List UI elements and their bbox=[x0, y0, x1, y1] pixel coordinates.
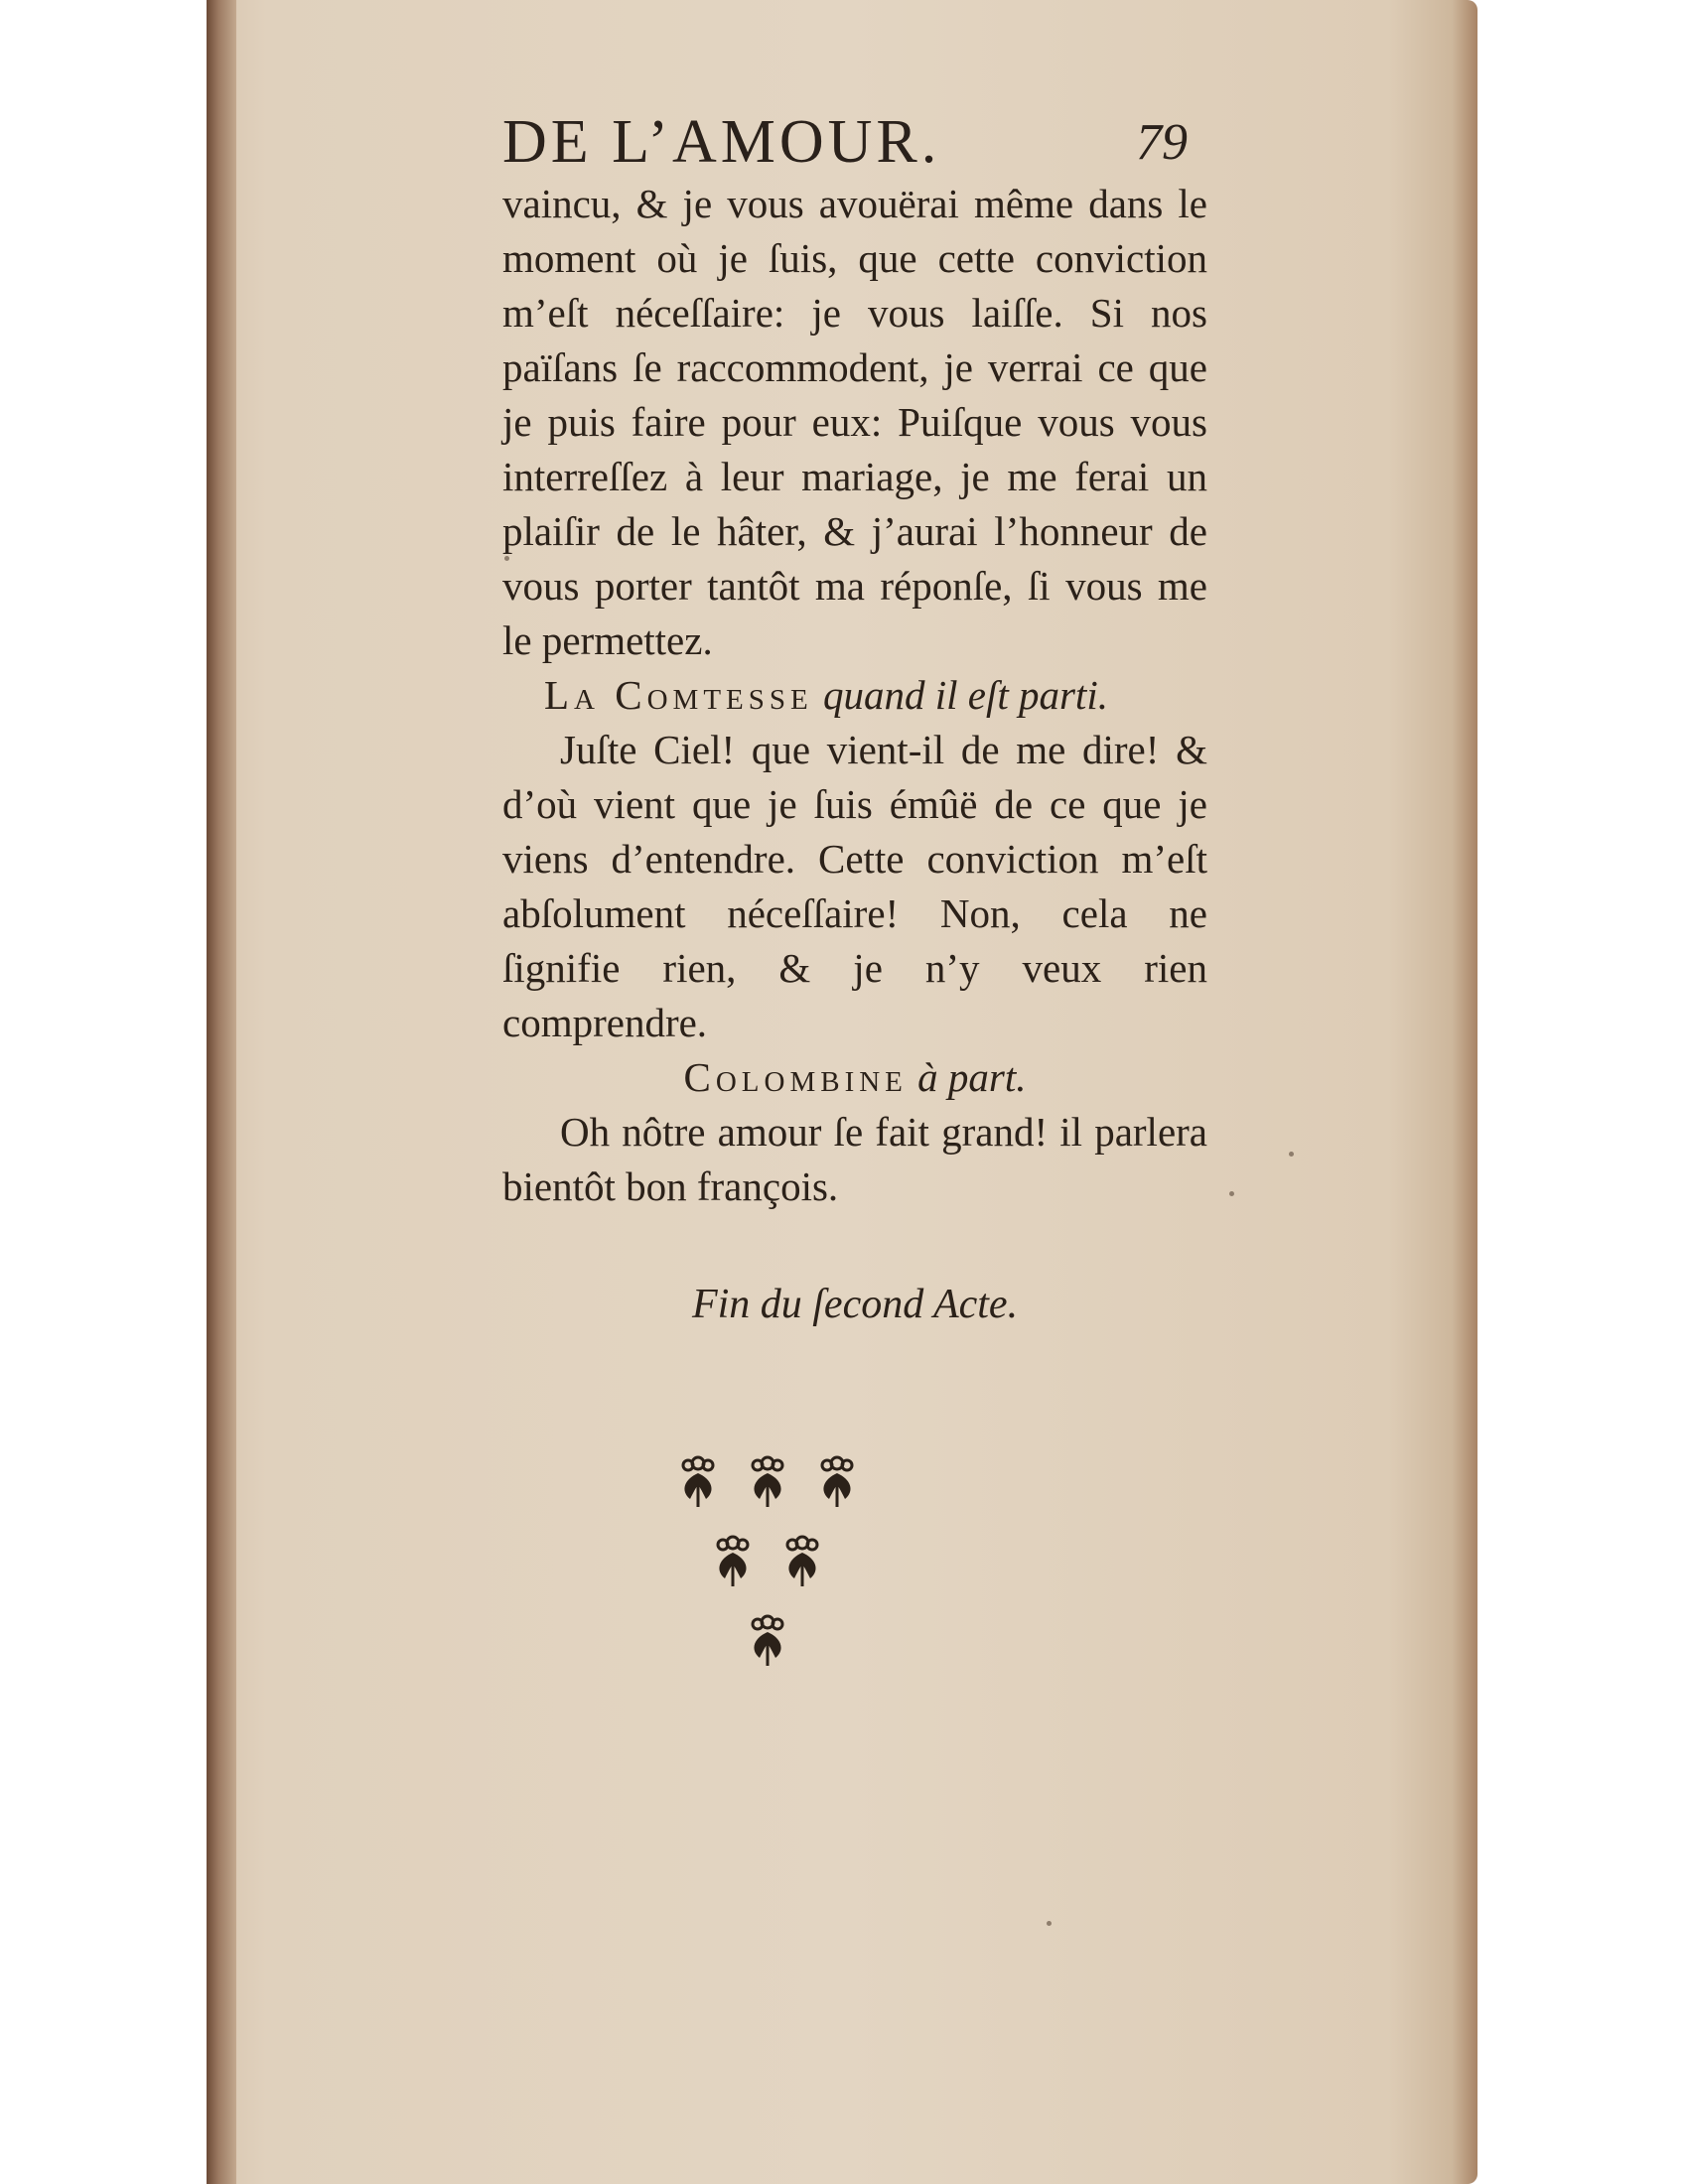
paper-speck bbox=[1047, 1921, 1052, 1926]
paper-speck bbox=[1229, 1191, 1234, 1196]
facing-page-edge bbox=[207, 0, 236, 2184]
speaker-name: La Comtesse bbox=[544, 672, 813, 718]
stage-direction: quand il eſt parti. bbox=[822, 672, 1108, 718]
fleuron-ornament-icon bbox=[663, 1437, 872, 1696]
page-number: 79 bbox=[1136, 114, 1188, 171]
running-head: DE L’AMOUR. bbox=[502, 108, 941, 176]
paragraph: Juſte Ciel! que vient-il de me dire! & d’où vient que je ſuis émûë de ce que je viens d’entendre. Cette conviction m’eſt abſolument néceſſaire! Non, cela ne ſignifie rien, & je n’y veux rien comprendre. bbox=[502, 727, 1207, 1045]
speaker-heading bbox=[502, 668, 1207, 723]
speaker-heading bbox=[502, 1050, 1207, 1105]
stage-direction: à part. bbox=[917, 1054, 1027, 1100]
paragraph: Oh nôtre amour ſe fait grand! il parlera bientôt bon françois. bbox=[502, 1109, 1207, 1209]
paragraph: vaincu, & je vous avouërai même dans le moment où je ſuis, que cette conviction m’eſt néceſſaire: je vous laiſſe. Si nos païſans ſe raccommodent, je verrai ce que je puis faire pour eux: Puiſque vous vous interreſſez à leur mariage, je me ferai un plaiſir de le hâter, & j’aurai l’honneur de vous porter tantôt ma réponſe, ſi vous me le permettez. bbox=[502, 181, 1207, 663]
paper-speck bbox=[1289, 1152, 1294, 1157]
end-of-act: Fin du ſecond Acte. bbox=[691, 1282, 1019, 1327]
speaker-name: Colombine bbox=[683, 1054, 908, 1100]
text-block bbox=[502, 177, 1207, 1214]
paper-speck bbox=[504, 556, 509, 561]
book-page-photo bbox=[207, 0, 1477, 2184]
page bbox=[236, 0, 1477, 2184]
page-header bbox=[502, 107, 1188, 187]
